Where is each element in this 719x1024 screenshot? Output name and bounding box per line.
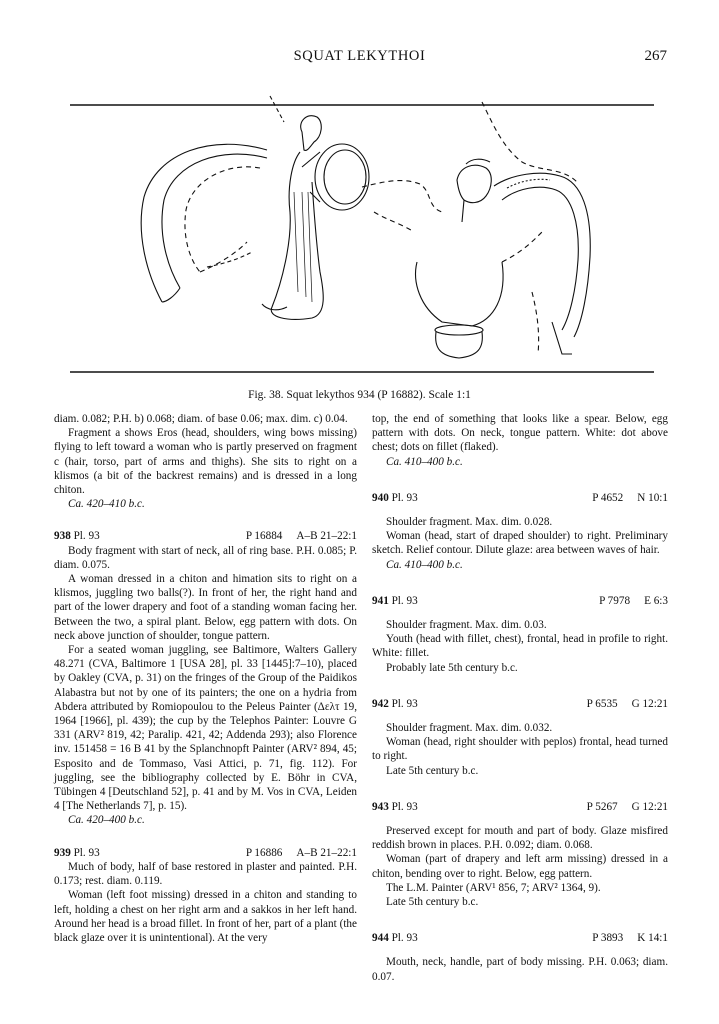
paragraph: Woman (part of drapery and left arm missing) dressed in a chiton, bending over to right. Below, egg pattern. [372, 853, 668, 880]
paragraph: The L.M. Painter (ARV¹ 856, 7; ARV² 1364, 9). [386, 881, 601, 894]
catalogue-entry-943 [372, 800, 668, 814]
deposit-location: G 12:21 [631, 697, 668, 710]
catalogue-entry-941 [372, 594, 668, 608]
entry-number: 940 [372, 491, 389, 504]
plate-ref: Pl. 93 [73, 530, 100, 543]
inventory-number: P 4652 [592, 491, 624, 504]
catalogue-entry-939 [54, 846, 357, 860]
entry-number: 943 [372, 800, 389, 813]
paragraph: Woman (head, right shoulder with peplos) frontal, head turned to right. [372, 736, 668, 763]
seated-figure [457, 165, 491, 202]
deposit-location: N 10:1 [637, 491, 668, 504]
paragraph: Shoulder fragment. Max. dim. 0.028. [386, 516, 553, 529]
date-line: Ca. 410–400 b.c. [386, 455, 463, 468]
paragraph: Preserved except for mouth and part of body. Glaze misfired reddish brown in places. P.H. 0.092; diam. 0.068. [372, 825, 668, 852]
date-line: Ca. 420–410 b.c. [68, 498, 145, 511]
vase-drawing [62, 92, 668, 384]
paragraph: Woman (head, start of draped shoulder) to right. Preliminary sketch. Relief contour. Dilute glaze: area between waves of hair. [372, 530, 668, 557]
paragraph: A woman dressed in a chiton and himation sits to right on a klismos, juggling two balls(?). In front of her, the right hand and part of the lower drapery and foot of a standing woman facing her. Between the two, a spiral plant. Below, egg pattern with dots. On neck above junction of shoulder, tongue pattern. [54, 573, 357, 642]
right-column [372, 412, 668, 984]
chest [416, 262, 504, 326]
paragraph: top, the end of something that looks like a spear. Below, egg pattern with dots. On neck, tongue pattern. White: dot above chest; dots on fillet (flaked). [372, 413, 668, 454]
page-number: 267 [644, 48, 667, 64]
deposit-location: G 12:21 [631, 800, 668, 813]
deposit-location: E 6:3 [644, 594, 668, 607]
plate-ref: Pl. 93 [391, 594, 418, 607]
paragraph: diam. 0.082; P.H. b) 0.068; diam. of base 0.06; max. dim. c) 0.04. [54, 413, 348, 425]
plate-ref: Pl. 93 [391, 491, 418, 504]
deposit-location: A–B 21–22:1 [296, 530, 357, 543]
catalogue-entry-940 [372, 491, 668, 505]
paragraph: Late 5th century b.c. [386, 764, 479, 777]
tambourine [315, 144, 369, 210]
entry-number: 938 [54, 530, 71, 543]
figure-caption: Fig. 38. Squat lekythos 934 (P 16882). Scale 1:1 [248, 389, 471, 401]
paragraph: Woman (left foot missing) dressed in a chiton and standing to left, holding a chest on her right arm and a sakkos in her left hand. Around her head is a broad fillet. In front of her, part of a plant (the black glaze over it is unintentional). At the very [54, 889, 357, 944]
paragraph: Probably late 5th century b.c. [386, 661, 518, 674]
running-title: SQUAT LEKYTHOI [293, 48, 426, 64]
catalogue-entry-938 [54, 529, 357, 543]
right-wing [494, 173, 590, 337]
paragraph: Body fragment with start of neck, all of ring base. P.H. 0.085; P. diam. 0.075. [54, 544, 357, 571]
date-line: Ca. 420–400 b.c. [68, 814, 145, 827]
entry-number: 939 [54, 846, 71, 859]
entry-number: 942 [372, 697, 389, 710]
catalogue-entry-942 [372, 697, 668, 711]
paragraph: Late 5th century b.c. [386, 896, 479, 909]
inventory-number: P 5267 [586, 800, 618, 813]
paragraph: Mouth, neck, handle, part of body missing. P.H. 0.063; diam. 0.07. [372, 956, 668, 983]
entry-number: 941 [372, 594, 389, 607]
entry-number: 944 [372, 932, 389, 945]
inventory-number: P 16884 [245, 530, 283, 543]
left-column [54, 412, 357, 945]
inventory-number: P 16886 [245, 846, 283, 859]
inventory-number: P 3893 [592, 932, 624, 945]
paragraph: For a seated woman juggling, see Baltimore, Walters Gallery 48.271 (CVA, Baltimore 1 [USA 28], pl. 33 [1445]:7–10), placed by Oakley (CVA, p. 31) on the fringes of the Group of the Paidikos Alabastra but not by one of its painters; the one on a hydria from Abdera attributed by Romiopoulou to the Peleus Painter (Δελτ 19, 1964 [1966], pl. 439); the cup by the Telephos Painter: Louvre G 331 (ARV² 819, 42; Paralip. 421, 42; Addenda 293); also Florence inv. 151458 = 16 B 41 by the Splanchnopft Painter (ARV² 894, 45; Esposito and de Tommaso, Vasi Attici, p. 71, fig. 112). For juggling, see the bibliography collected by E. Böhr in CVA, Tübingen 4 [Deutschland 52], p. 41 and by M. Vos in CVA, Leiden 4 [The Netherlands 7], p. 15). [54, 644, 357, 813]
woman-figure [301, 116, 322, 151]
catalogue-entry-944 [372, 931, 668, 945]
plate-ref: Pl. 93 [73, 846, 100, 859]
page-header [0, 48, 719, 68]
paragraph: Shoulder fragment. Max. dim. 0.032. [386, 722, 553, 735]
date-line: Ca. 410–400 b.c. [386, 558, 463, 571]
paragraph: Shoulder fragment. Max. dim. 0.03. [386, 619, 547, 632]
inventory-number: P 6535 [586, 697, 618, 710]
left-wing [141, 144, 267, 302]
inventory-number: P 7978 [599, 594, 631, 607]
plate-ref: Pl. 93 [391, 800, 418, 813]
plate-ref: Pl. 93 [391, 932, 418, 945]
plate-ref: Pl. 93 [391, 697, 418, 710]
paragraph: Much of body, half of base restored in plaster and painted. P.H. 0.173; rest. diam. 0.119. [54, 860, 357, 888]
paragraph: Fragment a shows Eros (head, shoulders, wing bows missing) flying to left toward a woman who is partly preserved on fragment c (hair, torso, part of arms and thighs). She sits to right on a klismos (a bit of the backrest remains) and is dressed in a long chiton. [54, 427, 357, 497]
paragraph: Youth (head with fillet, chest), frontal, head in profile to right. White: fillet. [372, 633, 668, 660]
deposit-location: A–B 21–22:1 [296, 846, 357, 859]
deposit-location: K 14:1 [637, 932, 668, 945]
